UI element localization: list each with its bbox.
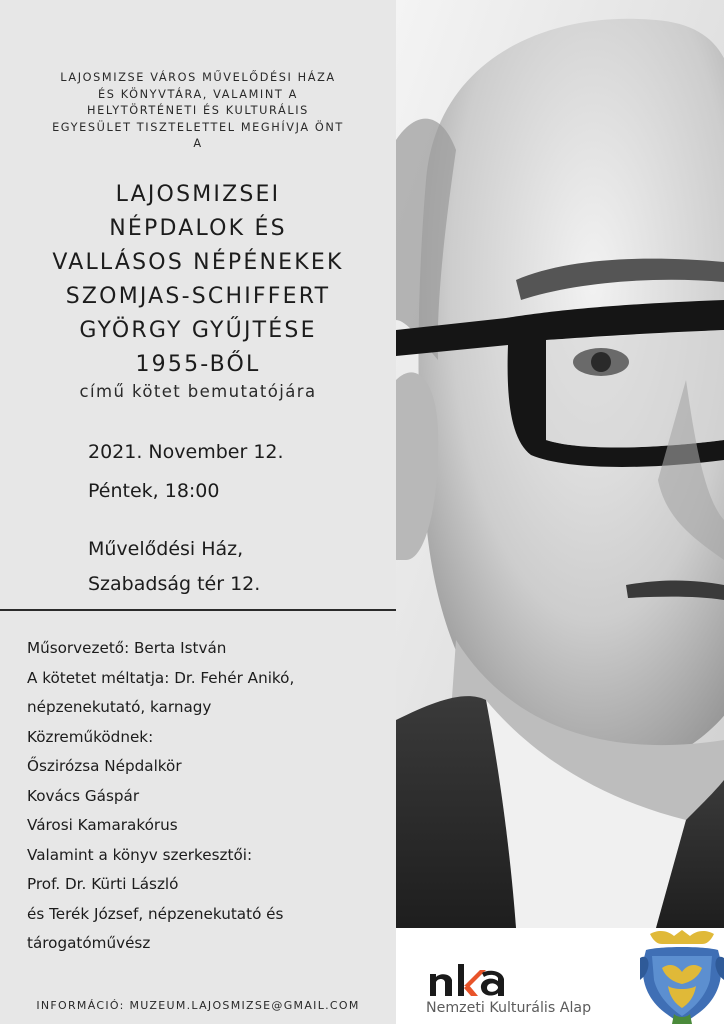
portrait-illustration (396, 0, 724, 928)
book-title (4, 178, 392, 382)
contact-info[interactable]: INFORMÁCIÓ: MUZEUM.LAJOSMIZSE@GMAIL.COM (36, 999, 360, 1012)
event-address: Szabadság tér 12. (88, 573, 261, 595)
title-line: GYÖRGY GYŰJTÉSE (79, 318, 317, 343)
program-line: Valamint a könyv szerkesztői: (27, 845, 253, 864)
invitation-line: LAJOSMIZSE VÁROS MŰVELŐDÉSI HÁZA (60, 71, 336, 84)
event-day-time: Péntek, 18:00 (88, 480, 220, 502)
book-subtitle: című kötet bemutatójára (79, 382, 317, 401)
program-line: tárogatóművész (27, 934, 151, 952)
program-line: Városi Kamarakórus (27, 816, 178, 834)
event-venue: Művelődési Ház, (88, 538, 244, 560)
program-line: Közreműködnek: (27, 727, 154, 746)
nka-logo (426, 962, 592, 1016)
program-line: Műsorvezető: Berta István (27, 639, 227, 657)
section-divider (0, 609, 396, 611)
title-line: 1955-BŐL (135, 352, 261, 377)
program-line: és Terék József, népzenekutató és (27, 904, 284, 923)
title-line: SZOMJAS-SCHIFFERT (65, 284, 331, 309)
coat-of-arms-icon (640, 928, 724, 1024)
program-line: A kötetet méltatja: Dr. Fehér Anikó, (27, 668, 295, 687)
invitation-text (10, 70, 386, 153)
invitation-line: EGYESÜLET TISZTELETTEL MEGHÍVJA ÖNT (52, 120, 344, 134)
portrait-photo (396, 0, 724, 928)
program-line: Kovács Gáspár (27, 786, 140, 805)
nka-logo-mark (426, 962, 508, 998)
title-line: LAJOSMIZSEI (115, 182, 281, 207)
program-line: népzenekutató, karnagy (27, 698, 212, 716)
title-line: VALLÁSOS NÉPÉNEKEK (52, 250, 344, 275)
nka-name: Nemzeti Kulturális Alap (426, 1000, 592, 1016)
coat-of-arms (640, 928, 724, 1024)
invitation-line: HELYTÖRTÉNETI ÉS KULTURÁLIS (87, 104, 309, 117)
invitation-line: A (193, 137, 203, 150)
program-line: Őszirózsa Népdalkör (27, 757, 182, 775)
invitation-line: ÉS KÖNYVTÁRA, VALAMINT A (98, 87, 298, 101)
event-date: 2021. November 12. (88, 441, 284, 463)
title-line: NÉPDALOK ÉS (109, 216, 287, 241)
program-list (27, 634, 387, 959)
program-line: Prof. Dr. Kürti László (27, 875, 179, 893)
